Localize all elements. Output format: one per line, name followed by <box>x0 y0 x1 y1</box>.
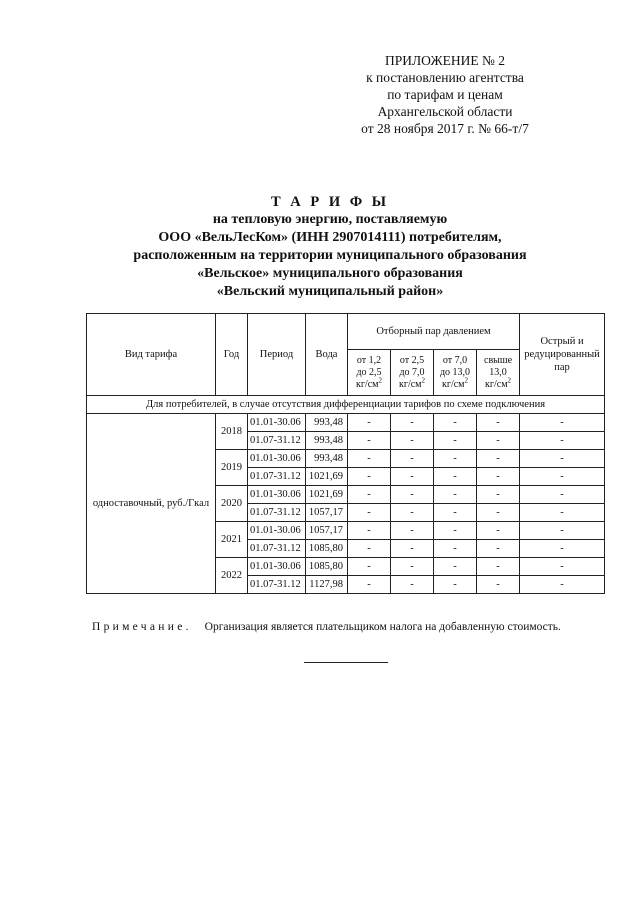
steam-value-cell: - <box>391 414 434 432</box>
steam-value-cell: - <box>434 486 477 504</box>
unit-text: кг/см <box>355 378 379 390</box>
steam-value-cell: - <box>477 486 520 504</box>
title-line: на тепловую энергию, поставляемую <box>212 212 448 227</box>
steam-value-cell: - <box>348 522 391 540</box>
period-cell: 01.01-30.06 <box>248 486 306 504</box>
unit-text: кг/см <box>398 378 422 390</box>
divider <box>304 662 388 663</box>
steam-value-cell: - <box>434 540 477 558</box>
steam-value-cell: - <box>477 450 520 468</box>
steam-value-cell: - <box>391 576 434 594</box>
water-value-cell: 1085,80 <box>306 558 348 576</box>
appendix-header <box>330 52 560 137</box>
appendix-line: от 28 ноября 2017 г. № 66-т/7 <box>361 121 529 136</box>
year-cell: 2019 <box>216 450 248 486</box>
year-cell: 2020 <box>216 486 248 522</box>
steam-value-cell: - <box>391 504 434 522</box>
steam-value-cell: - <box>348 468 391 486</box>
footnote-text: Организация является плательщиком налога на добавленную стоимость. <box>204 621 561 633</box>
water-value-cell: 993,48 <box>306 450 348 468</box>
steam-value-cell: - <box>434 432 477 450</box>
period-cell: 01.07-31.12 <box>248 432 306 450</box>
header-water: Вода <box>306 314 348 396</box>
steam-value-cell: - <box>391 468 434 486</box>
header-tariff-type: Вид тарифа <box>87 314 216 396</box>
steam-value-cell: - <box>348 486 391 504</box>
period-cell: 01.07-31.12 <box>248 540 306 558</box>
period-cell: 01.01-30.06 <box>248 450 306 468</box>
steam-value-cell: - <box>391 558 434 576</box>
unit-text: кг/см <box>485 378 508 390</box>
steam-value-cell: - <box>434 522 477 540</box>
steam-col-to: до 2,5 <box>356 366 382 378</box>
steam-col-from: от 7,0 <box>442 354 468 366</box>
unit-exponent: 2 <box>378 376 382 385</box>
steam-value-cell: - <box>348 432 391 450</box>
sharp-steam-value-cell: - <box>520 468 605 486</box>
header-sharp-steam: Острый и редуцированный пар <box>520 314 605 396</box>
water-value-cell: 1021,69 <box>306 486 348 504</box>
water-value-cell: 993,48 <box>306 432 348 450</box>
footnote-label: Примечание. <box>92 621 192 633</box>
header-steam-col <box>434 350 477 396</box>
steam-value-cell: - <box>348 558 391 576</box>
steam-value-cell: - <box>477 540 520 558</box>
steam-value-cell: - <box>477 558 520 576</box>
sharp-steam-value-cell: - <box>520 414 605 432</box>
sharp-steam-value-cell: - <box>520 540 605 558</box>
unit-text: кг/см <box>441 378 465 390</box>
unit-exponent: 2 <box>421 376 425 385</box>
tariff-type-cell: одноставочный, руб./Гкал <box>87 414 216 594</box>
title-main: Т А Р И Ф Ы <box>270 194 390 210</box>
title-line: ООО «ВельЛесКом» (ИНН 2907014111) потребителям, <box>158 230 502 245</box>
steam-value-cell: - <box>348 540 391 558</box>
header-steam-group: Отборный пар давлением <box>348 314 520 350</box>
title-line: «Вельский муниципальный район» <box>216 284 444 299</box>
steam-value-cell: - <box>348 414 391 432</box>
unit-exponent: 2 <box>464 376 468 385</box>
title-line: «Вельское» муниципального образования <box>197 266 463 281</box>
sharp-steam-value-cell: - <box>520 576 605 594</box>
steam-value-cell: - <box>477 576 520 594</box>
water-value-cell: 993,48 <box>306 414 348 432</box>
steam-col-from: от 1,2 <box>356 354 382 366</box>
steam-value-cell: - <box>348 450 391 468</box>
steam-value-cell: - <box>434 504 477 522</box>
unit-exponent: 2 <box>507 376 512 385</box>
water-value-cell: 1057,17 <box>306 504 348 522</box>
period-cell: 01.07-31.12 <box>248 468 306 486</box>
steam-value-cell: - <box>477 432 520 450</box>
steam-col-to: до 13,0 <box>439 366 471 378</box>
period-cell: 01.01-30.06 <box>248 558 306 576</box>
period-cell: 01.01-30.06 <box>248 522 306 540</box>
steam-value-cell: - <box>434 414 477 432</box>
steam-value-cell: - <box>391 450 434 468</box>
steam-value-cell: - <box>391 486 434 504</box>
header-steam-col <box>391 350 434 396</box>
steam-col-unit <box>479 376 517 391</box>
sharp-steam-value-cell: - <box>520 486 605 504</box>
sharp-steam-value-cell: - <box>520 450 605 468</box>
water-value-cell: 1021,69 <box>306 468 348 486</box>
header-steam-col <box>477 350 520 396</box>
appendix-title: ПРИЛОЖЕНИЕ № 2 <box>384 53 506 68</box>
table-row <box>87 414 605 432</box>
title-line: расположенным на территории муниципального образования <box>133 248 527 263</box>
note-row: Для потребителей, в случае отсутствия дифференциации тарифов по схеме подключения <box>87 396 605 414</box>
steam-col-unit <box>436 376 474 391</box>
steam-col-to: до 7,0 <box>399 366 425 378</box>
steam-value-cell: - <box>391 540 434 558</box>
steam-col-from: от 2,5 <box>399 354 425 366</box>
steam-col-to: 13,0 <box>489 366 507 378</box>
water-value-cell: 1057,17 <box>306 522 348 540</box>
year-cell: 2021 <box>216 522 248 558</box>
steam-value-cell: - <box>434 558 477 576</box>
year-cell: 2018 <box>216 414 248 450</box>
water-value-cell: 1127,98 <box>306 576 348 594</box>
sharp-steam-value-cell: - <box>520 522 605 540</box>
water-value-cell: 1085,80 <box>306 540 348 558</box>
header-period: Период <box>248 314 306 396</box>
appendix-line: Архангельской области <box>377 104 513 119</box>
period-cell: 01.07-31.12 <box>248 504 306 522</box>
steam-value-cell: - <box>477 468 520 486</box>
steam-value-cell: - <box>348 576 391 594</box>
sharp-steam-value-cell: - <box>520 432 605 450</box>
sharp-steam-value-cell: - <box>520 504 605 522</box>
footnote <box>92 621 561 633</box>
steam-col-unit <box>350 376 388 391</box>
year-cell: 2022 <box>216 558 248 594</box>
sharp-steam-value-cell: - <box>520 558 605 576</box>
steam-value-cell: - <box>477 522 520 540</box>
header-steam-col <box>348 350 391 396</box>
appendix-line: по тарифам и ценам <box>387 87 503 102</box>
steam-value-cell: - <box>477 414 520 432</box>
steam-value-cell: - <box>434 468 477 486</box>
tariffs-table <box>86 313 605 594</box>
steam-value-cell: - <box>391 522 434 540</box>
steam-col-from: свыше <box>484 354 513 366</box>
steam-value-cell: - <box>391 432 434 450</box>
header-year: Год <box>216 314 248 396</box>
period-cell: 01.07-31.12 <box>248 576 306 594</box>
appendix-line: к постановлению агентства <box>366 70 524 85</box>
period-cell: 01.01-30.06 <box>248 414 306 432</box>
steam-value-cell: - <box>477 504 520 522</box>
document-title <box>60 193 600 301</box>
steam-value-cell: - <box>348 504 391 522</box>
steam-col-unit <box>393 376 431 391</box>
steam-value-cell: - <box>434 450 477 468</box>
steam-value-cell: - <box>434 576 477 594</box>
